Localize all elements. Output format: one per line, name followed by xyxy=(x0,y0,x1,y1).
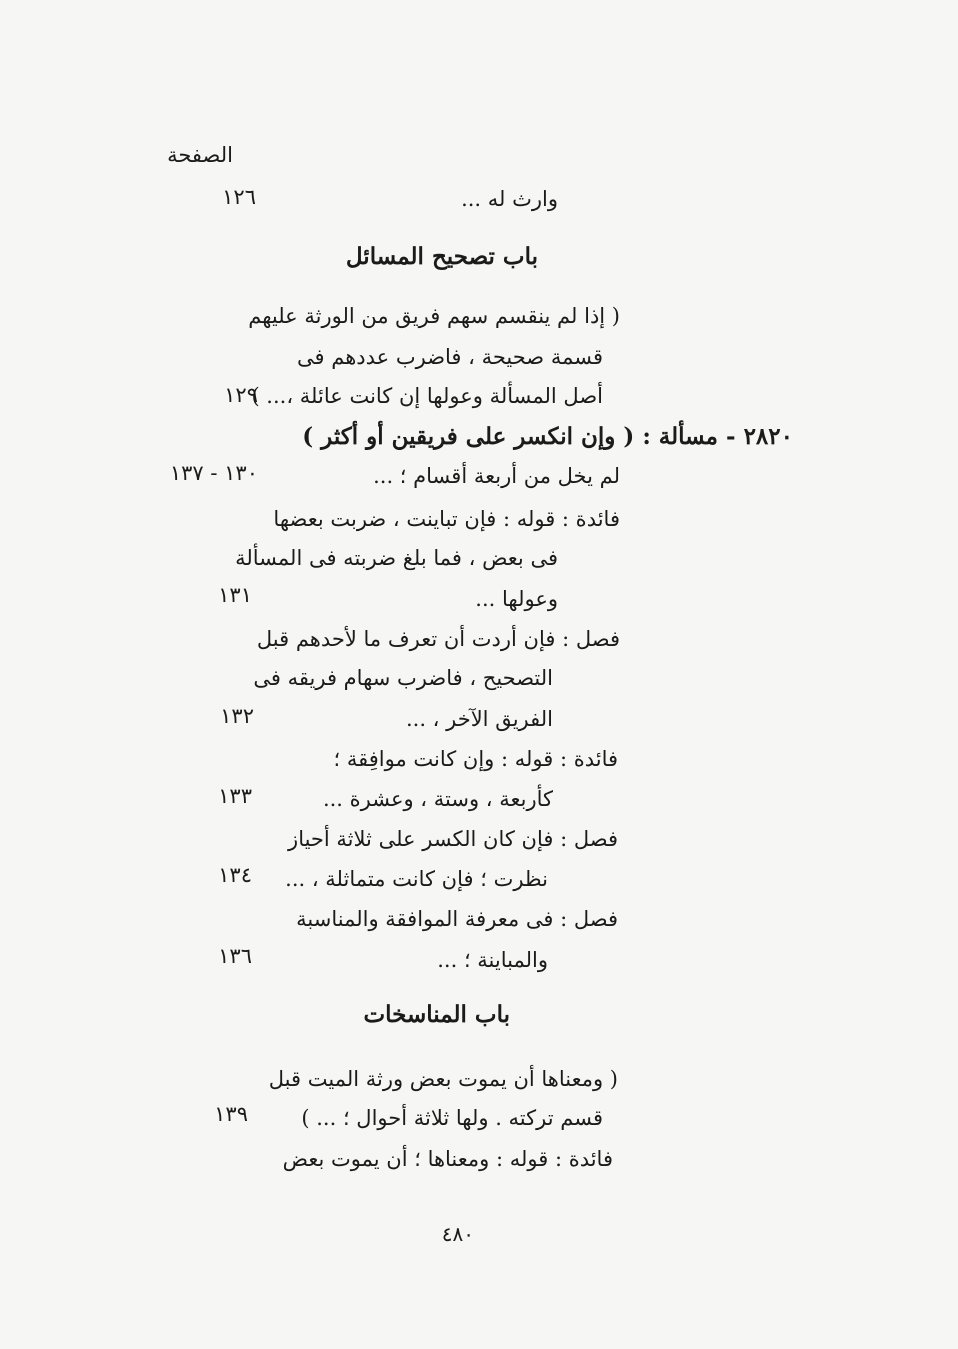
entry-page-number: ١٢٩ xyxy=(224,383,258,407)
entry-text: فائدة : قوله : ومعناها ؛ أن يموت بعض xyxy=(282,1147,613,1171)
masala-line xyxy=(302,424,793,450)
entry-text: فائدة : قوله : فإن تباينت ، ضربت بعضها xyxy=(273,507,620,531)
entry-text: لم يخل من أربعة أقسام ؛ ... xyxy=(373,464,620,488)
entry-text: فصل : فى معرفة الموافقة والمناسبة xyxy=(296,907,618,931)
section-heading-munasakhat: باب المناسخات xyxy=(363,1001,510,1028)
entry-page-number: ١٣٣ xyxy=(218,784,252,808)
entry-page-number: ١٣٦ xyxy=(218,944,252,968)
masala-number: ٢٨٢٠ xyxy=(743,423,793,450)
entry-text: الفريق الآخر ، ... xyxy=(405,707,553,731)
entry-text: فى بعض ، فما بلغ ضربته فى المسألة xyxy=(235,546,558,570)
entry-text: كأربعة ، وستة ، وعشرة ... xyxy=(322,787,553,811)
entry-text: أصل المسألة وعولها إن كانت عائلة ،... ) xyxy=(251,384,603,408)
entry-text: قسمة صحيحة ، فاضرب عددهم فى xyxy=(297,345,603,369)
entry-page-number: ١٢٦ xyxy=(222,185,256,209)
entry-text: والمباينة ؛ ... xyxy=(437,948,548,972)
section-heading-tashih: باب تصحيح المسائل xyxy=(345,243,538,270)
masala-label: - مسألة : xyxy=(642,423,736,450)
entry-text: وعولها ... xyxy=(475,587,558,611)
entry-text: التصحيح ، فاضرب سهام فريقه فى xyxy=(253,666,553,690)
entry-text: وارث له ... xyxy=(461,187,558,211)
entry-page-number: ١٣١ xyxy=(218,583,252,607)
entry-page-number: ١٣٩ xyxy=(214,1102,248,1126)
entry-text: فصل : فإن كان الكسر على ثلاثة أحياز xyxy=(288,827,618,851)
entry-text: نظرت ؛ فإن كانت متماثلة ، ... xyxy=(285,867,548,891)
entry-page-number: ١٣٢ xyxy=(220,704,254,728)
page-column-header: الصفحة xyxy=(167,143,233,167)
entry-text: ( ومعناها أن يموت بعض ورثة الميت قبل xyxy=(268,1067,618,1091)
entry-page-number: ١٣٤ xyxy=(218,863,252,887)
entry-page-number: ١٣٠ - ١٣٧ xyxy=(169,461,258,485)
entry-text: فصل : فإن أردت أن تعرف ما لأحدهم قبل xyxy=(256,627,620,651)
masala-text: ( وإن انكسر على فريقين أو أكثر ) xyxy=(302,423,635,450)
entry-text: قسم تركته . ولها ثلاثة أحوال ؛ ... ) xyxy=(301,1106,603,1130)
page-number-footer: ٤٨٠ xyxy=(441,1222,474,1246)
entry-text: فائدة : قوله : وإن كانت موافِقة ؛ xyxy=(333,747,618,771)
entry-text: ( إذا لم ينقسم سهم فريق من الورثة عليهم xyxy=(248,304,620,328)
